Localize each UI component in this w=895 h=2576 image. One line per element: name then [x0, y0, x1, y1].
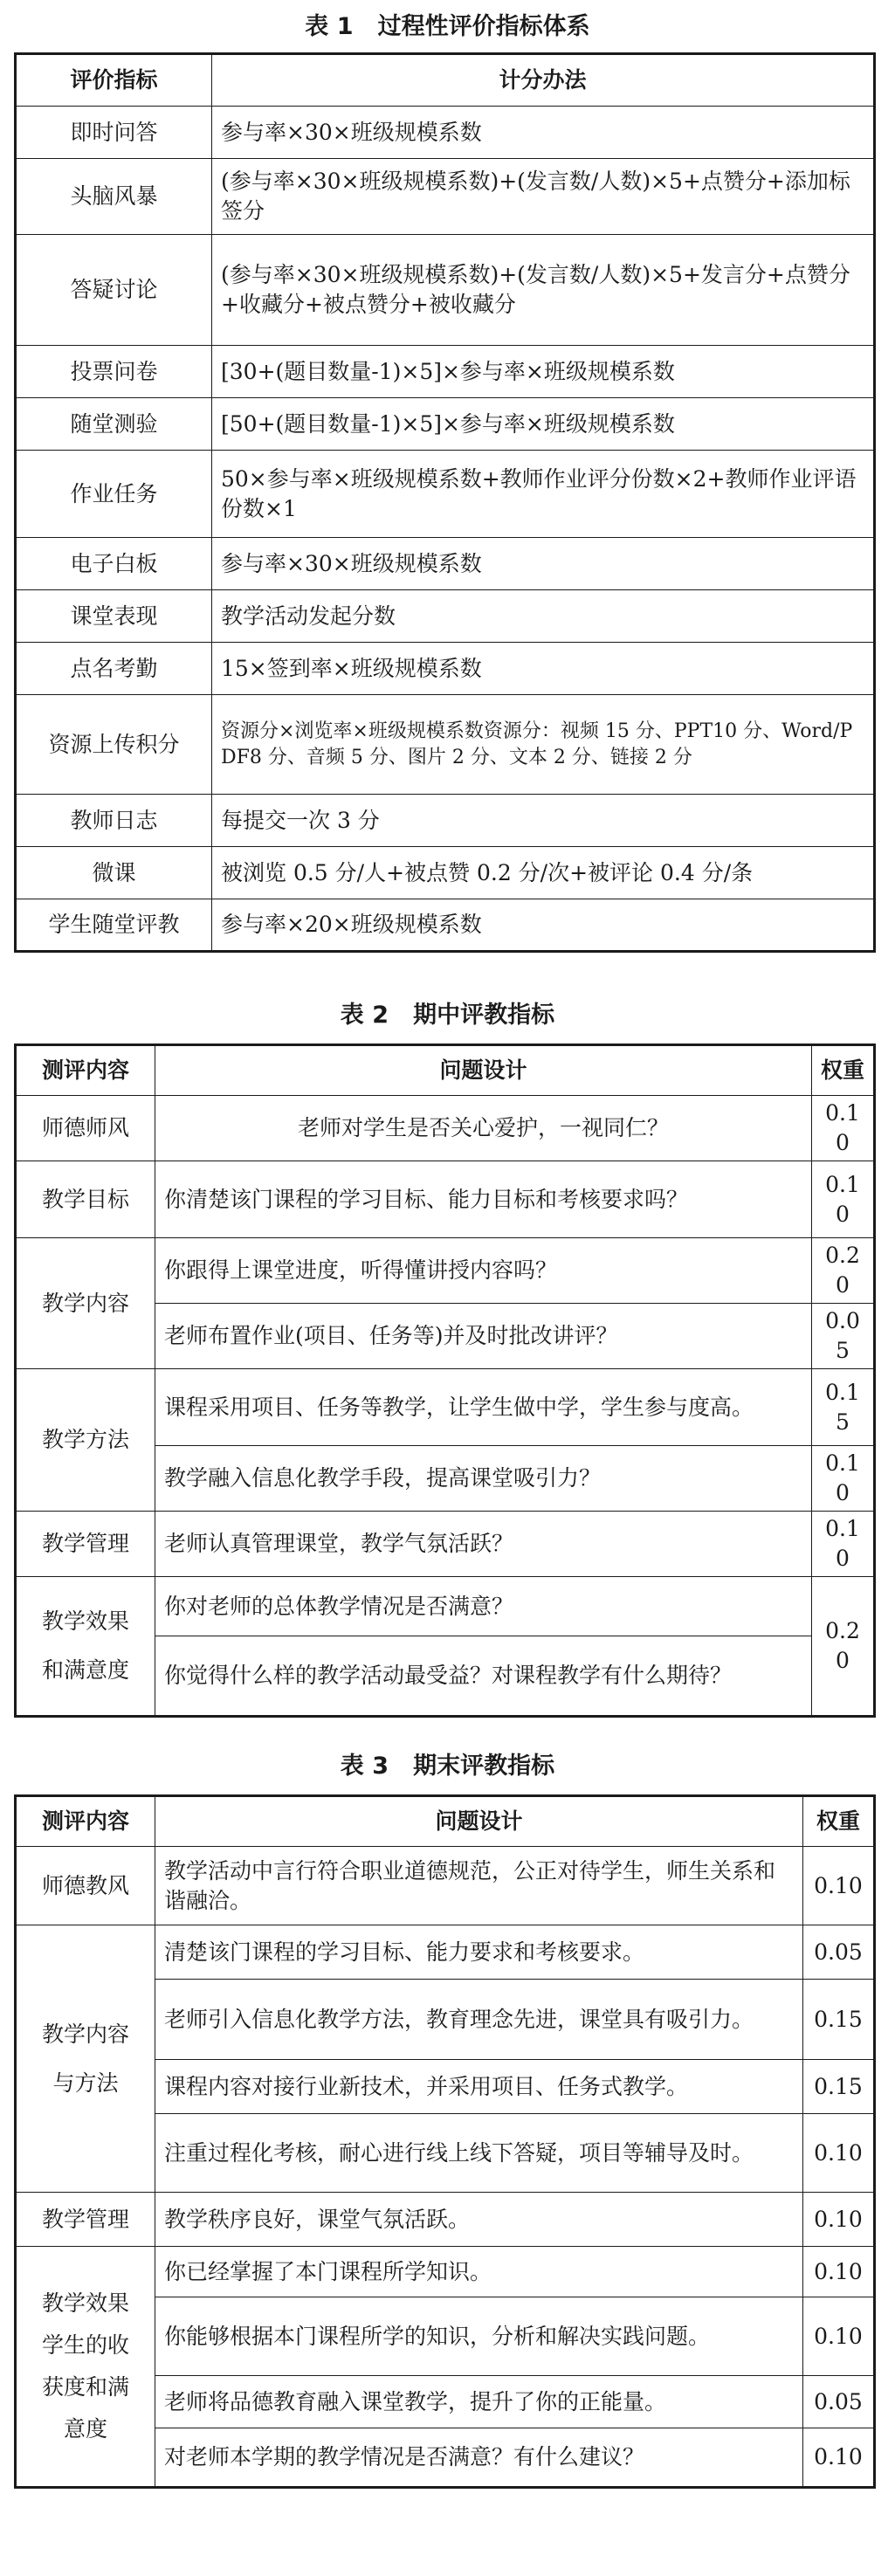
column-header: 计分办法	[212, 54, 875, 107]
column-header: 测评内容	[16, 1796, 155, 1847]
indicator-cell: 微课	[16, 847, 212, 899]
table-row	[16, 107, 875, 159]
table-row	[16, 1096, 875, 1161]
question-cell: 你清楚该门课程的学习目标、能力目标和考核要求吗？	[155, 1161, 812, 1238]
table-row	[16, 451, 875, 538]
question-cell: 对老师本学期的教学情况是否满意？有什么建议？	[155, 2428, 803, 2488]
question-cell: 你觉得什么样的教学活动最受益？对课程教学有什么期待？	[155, 1636, 812, 1717]
table-row	[16, 1925, 875, 1980]
weight-cell: 0.10	[812, 1161, 875, 1238]
indicator-cell: 电子白板	[16, 538, 212, 590]
method-cell: [50+(题目数量-1)×5]×参与率×班级规模系数	[212, 398, 875, 451]
question-cell: 老师布置作业(项目、任务等)并及时批改讲评？	[155, 1304, 812, 1369]
content-cell: 教学方法	[16, 1369, 155, 1512]
question-cell: 你对老师的总体教学情况是否满意？	[155, 1577, 812, 1636]
content-line: 教学效果	[41, 1608, 129, 1634]
content-line: 教学效果	[41, 2290, 129, 2316]
question-cell: 老师将品德教育融入课堂教学，提升了你的正能量。	[155, 2376, 803, 2428]
content-cell: 教学目标	[16, 1161, 155, 1238]
weight-cell: 0.10	[803, 2428, 875, 2488]
indicator-cell: 作业任务	[16, 451, 212, 538]
question-cell: 你能够根据本门课程所学的知识，分析和解决实践问题。	[155, 2297, 803, 2376]
weight-cell: 0.10	[803, 2247, 875, 2297]
table-row	[16, 695, 875, 795]
table-row	[16, 795, 875, 847]
content-cell: 师德师风	[16, 1096, 155, 1161]
indicator-cell: 资源上传积分	[16, 695, 212, 795]
method-cell: 参与率×30×班级规模系数	[212, 107, 875, 159]
weight-cell: 0.10	[803, 1847, 875, 1925]
question-cell: 课程采用项目、任务等教学，让学生做中学，学生参与度高。	[155, 1369, 812, 1446]
weight-cell: 0.15	[803, 2060, 875, 2114]
weight-cell: 0.10	[803, 2193, 875, 2247]
table-row	[16, 2193, 875, 2247]
weight-cell: 0.15	[803, 1980, 875, 2060]
table-row	[16, 899, 875, 952]
question-cell: 老师认真管理课堂，教学气氛活跃？	[155, 1512, 812, 1577]
midterm-evaluation-table	[14, 1043, 876, 1718]
table-header-row	[16, 1796, 875, 1847]
weight-cell: 0.10	[803, 2114, 875, 2193]
indicator-cell: 即时问答	[16, 107, 212, 159]
weight-cell: 0.15	[812, 1369, 875, 1446]
question-cell: 注重过程化考核，耐心进行线上线下答疑，项目等辅导及时。	[155, 2114, 803, 2193]
question-cell: 教学秩序良好，课堂气氛活跃。	[155, 2193, 803, 2247]
content-line: 和满意度	[41, 1657, 129, 1683]
column-header: 权重	[803, 1796, 875, 1847]
content-line: 获度和满	[41, 2374, 129, 2400]
table-row	[16, 643, 875, 695]
weight-cell: 0.20	[812, 1238, 875, 1304]
method-cell: 参与率×20×班级规模系数	[212, 899, 875, 952]
method-cell: 15×签到率×班级规模系数	[212, 643, 875, 695]
method-cell: 资源分×浏览率×班级规模系数资源分：视频 15 分、PPT10 分、Word/PDF8 分、音频 5 分、图片 2 分、文本 2 分、链接 2 分	[212, 695, 875, 795]
content-line: 与方法	[52, 2070, 119, 2096]
question-cell: 清楚该门课程的学习目标、能力要求和考核要求。	[155, 1925, 803, 1980]
table-row	[16, 1161, 875, 1238]
weight-cell: 0.20	[812, 1577, 875, 1717]
indicator-cell: 教师日志	[16, 795, 212, 847]
method-cell: (参与率×30×班级规模系数)+(发言数/人数)×5+点赞分+添加标签分	[212, 159, 875, 235]
weight-cell: 0.10	[812, 1512, 875, 1577]
table-row	[16, 1369, 875, 1446]
content-line: 意度	[63, 2416, 107, 2442]
method-cell: 每提交一次 3 分	[212, 795, 875, 847]
content-cell: 教学管理	[16, 2193, 155, 2247]
table2-caption: 表 2 期中评教指标	[340, 1002, 555, 1029]
content-cell	[16, 1577, 155, 1717]
table-row	[16, 159, 875, 235]
question-cell: 你跟得上课堂进度，听得懂讲授内容吗？	[155, 1238, 812, 1304]
table-row	[16, 1847, 875, 1925]
weight-cell: 0.10	[803, 2297, 875, 2376]
table-row	[16, 235, 875, 346]
question-cell: 你已经掌握了本门课程所学知识。	[155, 2247, 803, 2297]
content-cell: 教学管理	[16, 1512, 155, 1577]
indicator-cell: 答疑讨论	[16, 235, 212, 346]
indicator-cell: 学生随堂评教	[16, 899, 212, 952]
table-row	[16, 590, 875, 643]
table-header-row	[16, 54, 875, 107]
indicator-cell: 随堂测验	[16, 398, 212, 451]
question-cell: 老师引入信息化教学方法，教育理念先进，课堂具有吸引力。	[155, 1980, 803, 2060]
table-row	[16, 1238, 875, 1304]
table-row	[16, 2247, 875, 2297]
column-header: 测评内容	[16, 1045, 155, 1096]
content-cell	[16, 2247, 155, 2488]
column-header: 问题设计	[155, 1796, 803, 1847]
question-cell: 老师对学生是否关心爱护，一视同仁？	[155, 1096, 812, 1161]
indicator-cell: 头脑风暴	[16, 159, 212, 235]
final-evaluation-table	[14, 1794, 876, 2489]
indicator-cell: 课堂表现	[16, 590, 212, 643]
table-header-row	[16, 1045, 875, 1096]
content-cell	[16, 1925, 155, 2193]
weight-cell: 0.05	[803, 2376, 875, 2428]
column-header: 权重	[812, 1045, 875, 1096]
table-row	[16, 538, 875, 590]
table-row	[16, 398, 875, 451]
method-cell: [30+(题目数量-1)×5]×参与率×班级规模系数	[212, 346, 875, 398]
method-cell: 被浏览 0.5 分/人+被点赞 0.2 分/次+被评论 0.4 分/条	[212, 847, 875, 899]
weight-cell: 0.05	[803, 1925, 875, 1980]
evaluation-index-table	[14, 52, 876, 953]
question-cell: 课程内容对接行业新技术，并采用项目、任务式教学。	[155, 2060, 803, 2114]
table-row	[16, 1512, 875, 1577]
weight-cell: 0.10	[812, 1446, 875, 1512]
column-header: 评价指标	[16, 54, 212, 107]
content-cell: 教学内容	[16, 1238, 155, 1369]
method-cell: 参与率×30×班级规模系数	[212, 538, 875, 590]
table-row	[16, 1577, 875, 1636]
content-line: 教学内容	[41, 2021, 129, 2047]
indicator-cell: 点名考勤	[16, 643, 212, 695]
column-header: 问题设计	[155, 1045, 812, 1096]
content-cell: 师德教风	[16, 1847, 155, 1925]
table3-caption: 表 3 期末评教指标	[340, 1753, 555, 1780]
question-cell: 教学融入信息化教学手段，提高课堂吸引力？	[155, 1446, 812, 1512]
table-row	[16, 346, 875, 398]
method-cell: 50×参与率×班级规模系数+教师作业评分份数×2+教师作业评语份数×1	[212, 451, 875, 538]
content-line: 学生的收	[41, 2332, 129, 2358]
method-cell: 教学活动发起分数	[212, 590, 875, 643]
table-row	[16, 847, 875, 899]
indicator-cell: 投票问卷	[16, 346, 212, 398]
method-cell: (参与率×30×班级规模系数)+(发言数/人数)×5+发言分+点赞分+收藏分+被点赞分+被收藏分	[212, 235, 875, 346]
question-cell: 教学活动中言行符合职业道德规范，公正对待学生，师生关系和谐融洽。	[155, 1847, 803, 1925]
table1-caption: 表 1 过程性评价指标体系	[305, 13, 590, 40]
weight-cell: 0.10	[812, 1096, 875, 1161]
weight-cell: 0.05	[812, 1304, 875, 1369]
